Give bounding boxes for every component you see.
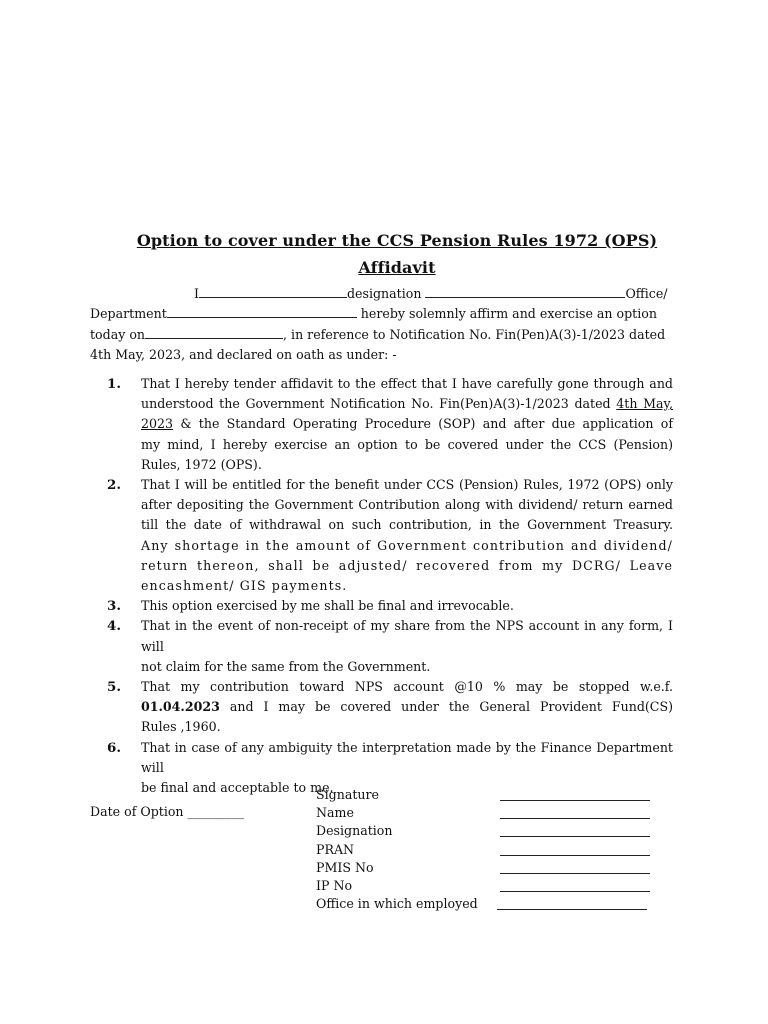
office-employed-row[interactable]: Office in which employed	[316, 896, 656, 914]
signature-row[interactable]: Signature	[316, 787, 656, 805]
document-title: Option to cover under the CCS Pension Rules 1972 (OPS)	[136, 231, 658, 250]
ip-row[interactable]: IP No	[316, 878, 656, 896]
designation-row[interactable]: Designation	[316, 823, 656, 841]
item-number: 6.	[107, 739, 121, 756]
name-line[interactable]	[500, 818, 650, 819]
name-row[interactable]: Name	[316, 805, 656, 823]
designation-blank[interactable]	[425, 285, 625, 298]
item-number: 1.	[107, 376, 121, 392]
intro-office: Office/	[625, 286, 668, 301]
item-line: Any shortage in the amount of Government contribution and dividend/	[141, 537, 673, 553]
item-line: till the date of withdrawal on such contribution, in the Government Treasury.	[141, 517, 673, 533]
item-line: my mind, I hereby exercise an option to be covered under the CCS (Pension)	[141, 436, 673, 452]
item-number: 5.	[107, 679, 121, 696]
list-item	[0, 596, 768, 616]
list-item	[0, 677, 768, 738]
document-subtitle: Affidavit	[358, 258, 436, 277]
item-number: 4.	[107, 618, 121, 635]
intro-declared: 4th May, 2023, and declared on oath as under: -	[90, 347, 397, 363]
date-blank[interactable]	[145, 326, 283, 339]
pran-line[interactable]	[500, 855, 650, 856]
item-line: 2023 & the Standard Operating Procedure (SOP) and after due application of	[141, 416, 673, 432]
intro-paragraph	[90, 284, 674, 366]
signature-line[interactable]	[500, 800, 650, 801]
list-item	[0, 475, 768, 596]
list-item	[0, 616, 768, 677]
item-line: return thereon, shall be adjusted/ recovered from my DCRG/ Leave	[141, 557, 673, 573]
name-blank[interactable]	[199, 285, 347, 298]
signature-block	[316, 787, 656, 914]
item-line: This option exercised by me shall be final and irrevocable.	[141, 598, 514, 614]
list-item	[0, 374, 768, 475]
item-number: 2.	[107, 477, 121, 494]
item-line: 01.04.2023 and I may be covered under the General Provident Fund(CS)	[141, 699, 673, 715]
item-line: be final and acceptable to me.	[141, 780, 334, 796]
item-line: understood the Government Notification No. Fin(Pen)A(3)-1/2023 dated 4th May,	[141, 396, 673, 412]
intro-department: Department	[90, 306, 167, 322]
item-line: Rules, 1972 (OPS).	[141, 456, 262, 472]
intro-i: I	[194, 286, 199, 301]
designation-line[interactable]	[500, 836, 650, 837]
item-line: That in case of any ambiguity the interpretation made by the Finance Department will	[141, 739, 673, 775]
item-line: Rules ,1960.	[141, 719, 221, 735]
intro-reference: , in reference to Notification No. Fin(Pen)A(3)-1/2023 dated	[283, 326, 666, 342]
intro-today-on: today on	[90, 326, 146, 342]
item-line: That I hereby tender affidavit to the effect that I have carefully gone through and	[141, 376, 673, 391]
item-line: encashment/ GIS payments.	[141, 578, 348, 594]
pmis-row[interactable]: PMIS No	[316, 860, 656, 878]
item-line: That I will be entitled for the benefit under CCS (Pension) Rules, 1972 (OPS) only	[141, 477, 673, 493]
office-employed-line[interactable]	[497, 909, 647, 910]
item-number: 3.	[107, 598, 121, 615]
declaration-list	[0, 374, 768, 798]
item-line: after depositing the Government Contribution along with dividend/ return earned	[141, 497, 673, 513]
item-line: That my contribution toward NPS account @10 % may be stopped w.e.f.	[141, 679, 673, 695]
intro-designation: designation	[346, 286, 422, 301]
item-line: That in the event of non-receipt of my share from the NPS account in any form, I will	[141, 618, 673, 654]
item-line: not claim for the same from the Government.	[141, 658, 431, 674]
intro-affirm: hereby solemnly affirm and exercise an option	[360, 306, 657, 322]
date-of-option[interactable]: Date of Option _________	[90, 804, 245, 819]
pran-row[interactable]: PRAN	[316, 842, 656, 860]
pmis-line[interactable]	[500, 873, 650, 874]
ip-line[interactable]	[500, 891, 650, 892]
department-blank[interactable]	[167, 305, 357, 318]
